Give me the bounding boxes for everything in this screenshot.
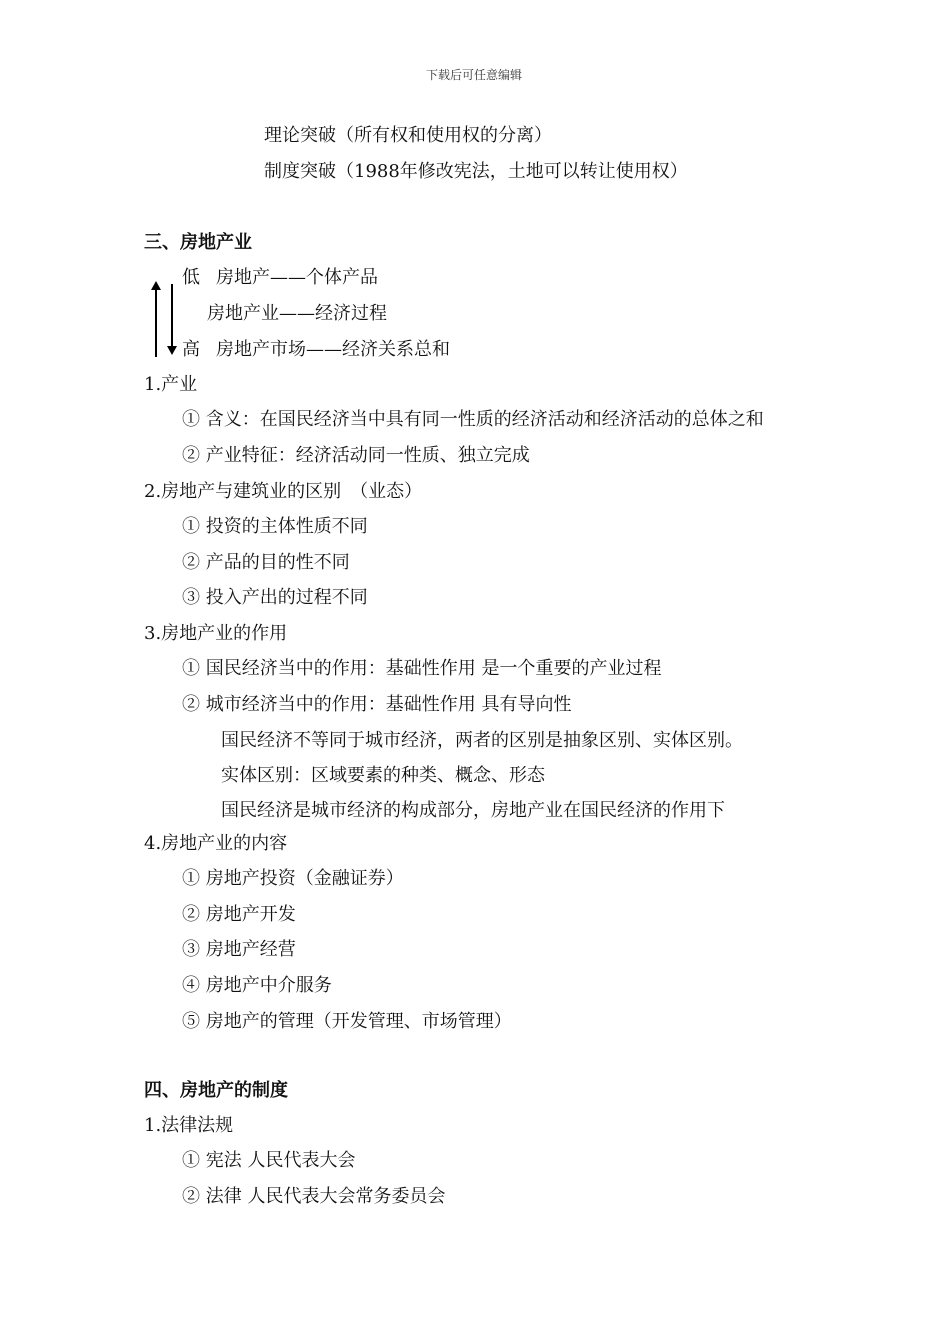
list-item: ② 产品的目的性不同: [182, 552, 350, 573]
list-item: ② 城市经济当中的作用：基础性作用 具有导向性: [182, 694, 572, 715]
list-item: ② 产业特征：经济活动同一性质、独立完成: [182, 445, 530, 466]
level-high-label: 高: [182, 339, 200, 360]
list-item: ③ 房地产经营: [182, 939, 296, 960]
level-low-label: 低: [182, 267, 200, 288]
level-high-text: 房地产市场——经济关系总和: [216, 339, 450, 360]
note-line: 实体区别：区域要素的种类、概念、形态: [221, 765, 545, 786]
list-item: ① 宪法 人民代表大会: [182, 1150, 356, 1171]
intro-line-1: 理论突破（所有权和使用权的分离）: [264, 125, 552, 146]
arrow-up-line: [155, 289, 157, 357]
list-item: ① 投资的主体性质不同: [182, 516, 368, 537]
subheading-content: 4.房地产业的内容: [144, 833, 288, 854]
list-item: ① 房地产投资（金融证券）: [182, 868, 404, 889]
note-line: 国民经济是城市经济的构成部分，房地产业在国民经济的作用下: [221, 800, 725, 821]
note-line: 国民经济不等同于城市经济，两者的区别是抽象区别、实体区别。: [221, 730, 743, 751]
list-item: ⑤ 房地产的管理（开发管理、市场管理）: [182, 1011, 512, 1032]
intro-line-2: 制度突破（1988年修改宪法，土地可以转让使用权）: [264, 161, 688, 182]
list-item: ① 含义：在国民经济当中具有同一性质的经济活动和经济活动的总体之和: [182, 409, 764, 430]
subheading-laws: 1.法律法规: [144, 1115, 234, 1136]
header-note: 下载后可任意编辑: [426, 68, 523, 82]
list-item: ④ 房地产中介服务: [182, 975, 332, 996]
level-low-text: 房地产——个体产品: [216, 267, 378, 288]
level-mid-text: 房地产业——经济过程: [207, 303, 387, 324]
subheading-difference: 2.房地产与建筑业的区别 （业态）: [144, 481, 423, 502]
section-heading-4: 四、房地产的制度: [144, 1080, 288, 1101]
list-item: ③ 投入产出的过程不同: [182, 587, 368, 608]
arrow-down-line: [171, 284, 173, 346]
list-item: ② 房地产开发: [182, 904, 296, 925]
section-heading-3: 三、房地产业: [144, 232, 252, 253]
subheading-industry: 1.产业: [144, 374, 198, 395]
list-item: ② 法律 人民代表大会常务委员会: [182, 1186, 446, 1207]
subheading-role: 3.房地产业的作用: [144, 623, 288, 644]
arrow-down-icon: [167, 346, 177, 355]
list-item: ① 国民经济当中的作用：基础性作用 是一个重要的产业过程: [182, 658, 662, 679]
